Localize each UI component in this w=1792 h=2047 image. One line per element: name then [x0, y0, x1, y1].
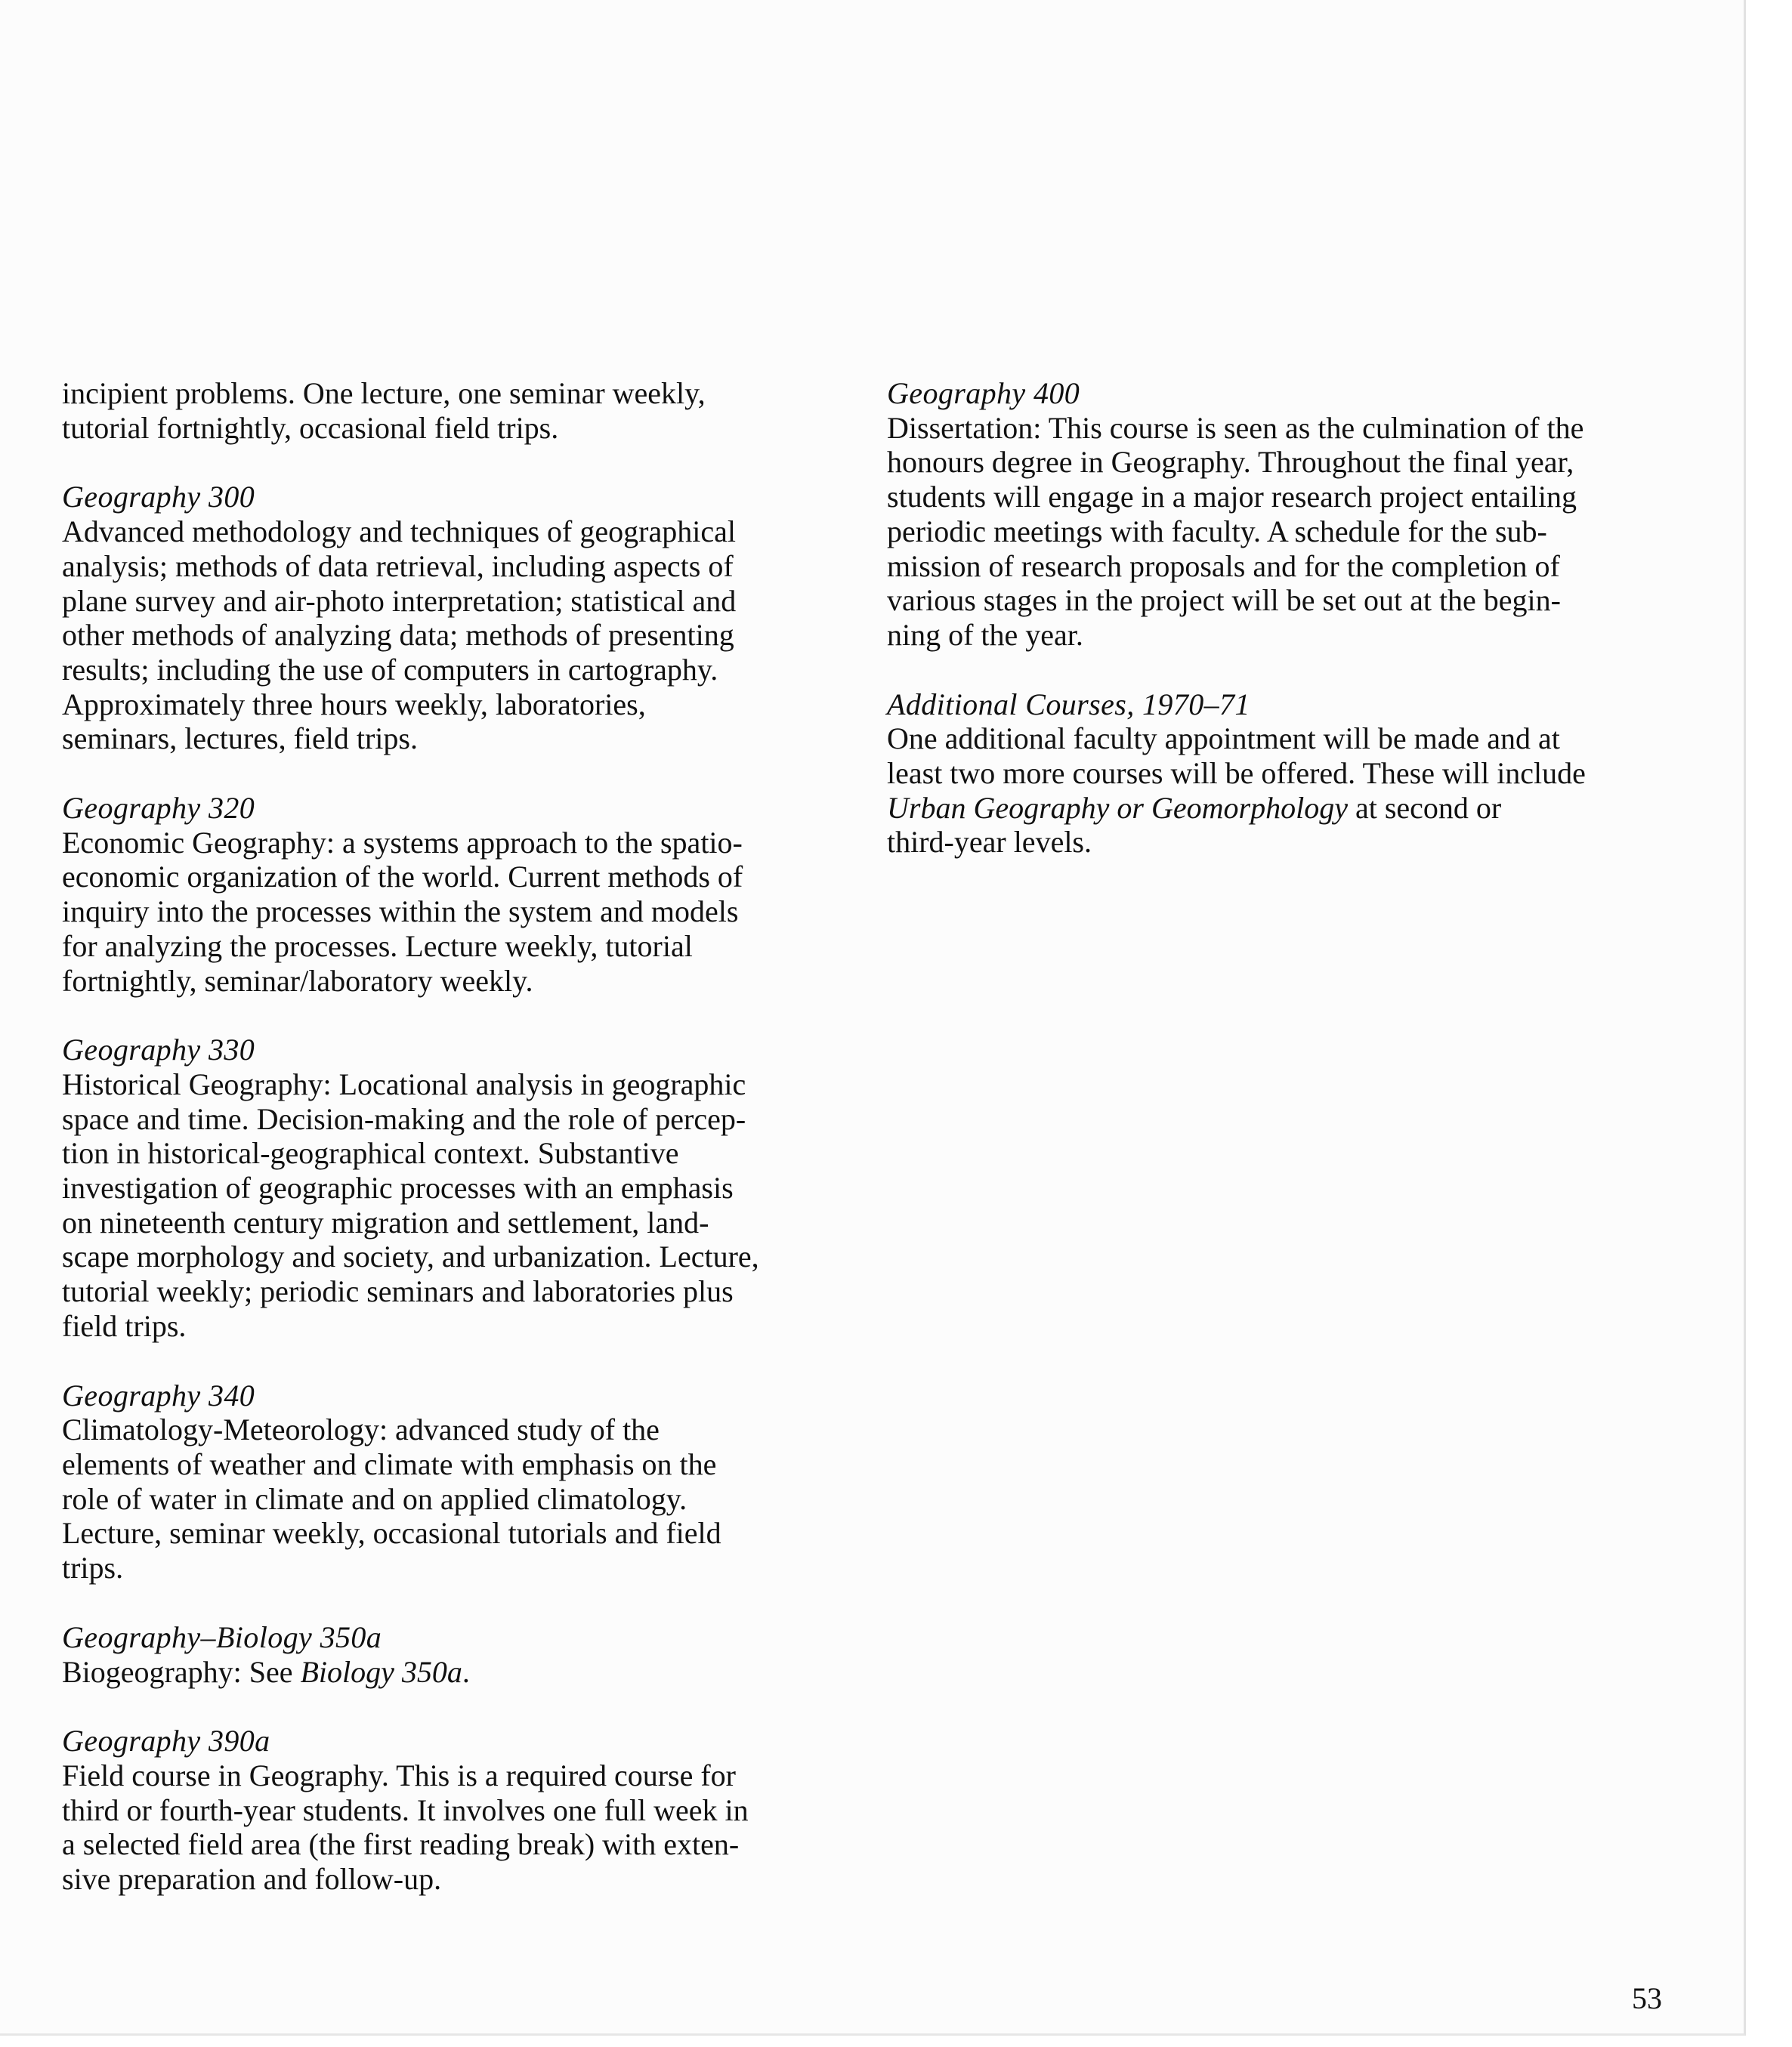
course-description: Field course in Geography. This is a required course for third or fourth-year students. It involves one full week in a selected field area (the first reading break) with exten- sive preparation and follow-up. [62, 1758, 749, 1897]
right-column [887, 376, 1688, 894]
section-description [887, 721, 1688, 860]
course-description [62, 1655, 863, 1690]
description-part-2: at second or third-year levels. [887, 790, 1502, 860]
intro-paragraph [62, 376, 863, 445]
course-title: Geography 300 [62, 480, 255, 514]
course-entry-geography-340 [62, 1379, 863, 1585]
course-description: Economic Geography: a systems approach to the spatio- economic organization of the world. Current methods of inquiry into the processes within the system and models for analyzing the processes. Lecture weekly, tutorial fortnightly, seminar/laboratory weekly. [62, 825, 743, 998]
course-title: Geography 400 [887, 376, 1080, 410]
course-entry-geography-300 [62, 480, 863, 756]
course-title: Geography 340 [62, 1378, 255, 1413]
course-title: Geography 390a [62, 1724, 270, 1758]
course-entry-geography-390a [62, 1724, 863, 1897]
course-entry-geography-400 [887, 376, 1688, 653]
course-title: Geography–Biology 350a [62, 1619, 382, 1654]
additional-courses-entry [887, 687, 1688, 860]
course-title: Geography 320 [62, 791, 255, 826]
course-entry-geography-330 [62, 1033, 863, 1343]
course-description: Historical Geography: Locational analysis in geographic space and time. Decision-making and the role of percep- tion in historical-geographical context. Substantive investigation of geographic processes with an emphasis on nineteenth century migration and settlement, land- scape morphology and society, and urbanization. Lecture, tutorial weekly; periodic seminars and laboratories plus field trips. [62, 1067, 759, 1343]
cross-reference: Biology 350a [300, 1654, 462, 1689]
course-title: Geography 330 [62, 1033, 255, 1067]
page-number: 53 [1632, 1981, 1662, 2015]
course-description: Climatology-Meteorology: advanced study of the elements of weather and climate with emphasis on the role of water in climate and on applied climatology. Lecture, seminar weekly, occasional tutorials and field trips. [62, 1413, 721, 1585]
description-part-1: One additional faculty appointment will be made and at least two more courses will be offered. These will include [887, 721, 1586, 791]
course-description: Advanced methodology and techniques of geographical analysis; methods of data retrieval, including aspects of plane survey and air-photo interpretation; statistical and other methods of analyzing data; methods of presenting results; including the use of computers in cartography. Approximately three hours weekly, laboratories, seminars, lectures, field trips. [62, 514, 737, 756]
course-names: Urban Geography or Geomorphology [887, 790, 1348, 825]
course-entry-geography-320 [62, 791, 863, 998]
section-title: Additional Courses, 1970–71 [887, 687, 1250, 721]
description-suffix: . [462, 1654, 470, 1689]
intro-text: incipient problems. One lecture, one seminar weekly, tutorial fortnightly, occasional field trips. [62, 376, 706, 445]
course-entry-geography-biology-350a [62, 1620, 863, 1689]
description-prefix: Biogeography: See [62, 1654, 301, 1689]
left-column [62, 376, 863, 1931]
course-description: Dissertation: This course is seen as the culmination of the honours degree in Geography. Throughout the final year, students will engage in a major research project entailing periodic meetings with faculty. A schedule for the sub- mission of research proposals and for the completion of various stages in the project will be set out at the begin- ning of the year. [887, 410, 1584, 652]
